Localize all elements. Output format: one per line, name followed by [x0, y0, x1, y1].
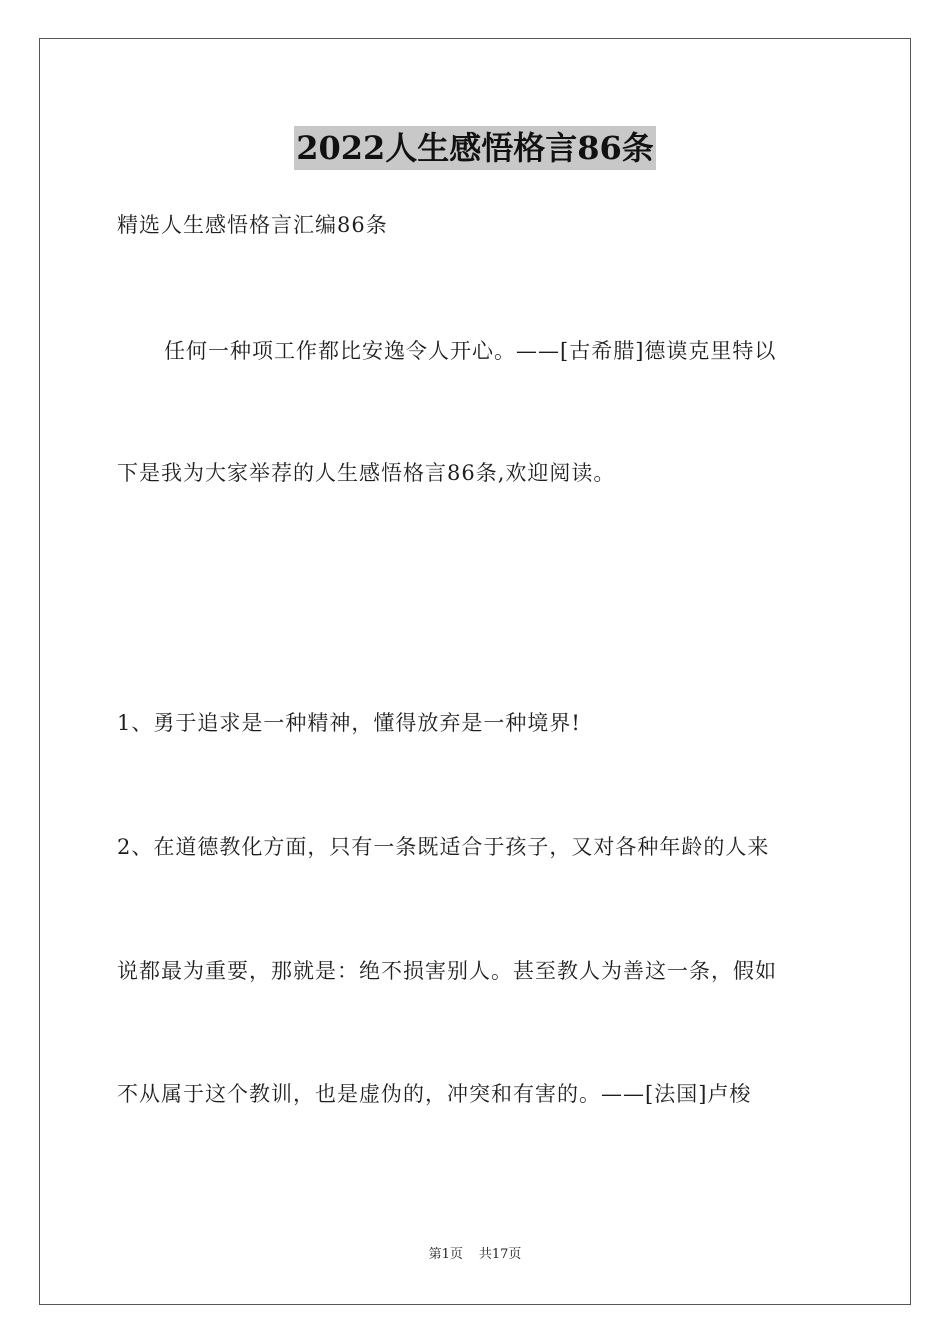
quote-item-2-line-1: 2、在道德教化方面，只有一条既适合于孩子，又对各种年龄的人来 — [117, 835, 770, 859]
document-title: 2022人生感悟格言86条 — [294, 126, 656, 170]
quote-item-2-line-3: 不从属于这个教训，也是虚伪的，冲突和有害的。——[法国]卢梭 — [117, 1082, 752, 1106]
paragraph-line-1: 任何一种项工作都比安逸令人开心。——[古希腊]德谟克里特以 — [164, 339, 777, 363]
page-footer — [0, 1246, 950, 1264]
page-number-total: 共17页 — [478, 1247, 522, 1262]
paragraph-line-2: 下是我为大家举荐的人生感悟格言86条,欢迎阅读。 — [117, 461, 616, 485]
page-number-current: 第1页 — [428, 1247, 463, 1262]
quote-item-2-line-2: 说都最为重要，那就是：绝不损害别人。甚至教人为善这一条，假如 — [117, 959, 777, 983]
title-container — [0, 126, 950, 170]
document-subtitle: 精选人生感悟格言汇编86条 — [117, 213, 388, 237]
quote-item-1: 1、勇于追求是一种精神，懂得放弃是一种境界! — [117, 711, 581, 735]
